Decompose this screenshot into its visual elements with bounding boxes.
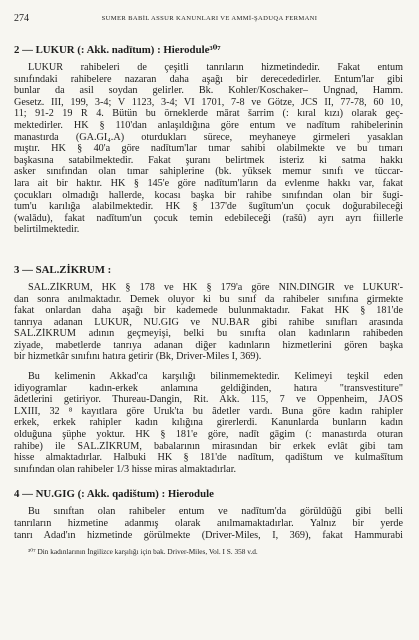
text-line: Bu kelimenin Akkad'ca karşılığı bilinmemektedir. Kelimeyi teşkil eden xyxy=(28,371,403,383)
text-line: lara ait bir haktır. HK § 145'e göre nadītum'ların da evlenme hakkı var, fakat xyxy=(14,177,403,189)
text-line: olduğuna şüphe yoktur. HK § 181'e göre, nadīt gāgim (: manastırda oturan xyxy=(14,429,403,441)
text-line: belirtilmektedir. xyxy=(14,224,80,236)
page-number: 274 xyxy=(14,13,29,24)
text-line: bir hizmetkâr sınıfını hatıra getirir (Bk, Driver-Miles I, 369). xyxy=(14,351,262,363)
text-line: LXIII, 32 ⁸ kayıtlara göre Uruk'ta bu âdetler vardı. Buna göre kadın rahipler xyxy=(14,405,403,417)
text-line: Bu sınıftan olan rahibeler entum ve nadītum'da görüldüğü gibi belli xyxy=(28,506,403,518)
text-line: LUKUR rahibeleri de çeşitli tanrıların hizmetindedir. Fakat entum xyxy=(28,62,403,73)
text-line: SAL.ZİKRUM adının geçmeyişi, belki bu sınıfta olan kadınların rahibeden xyxy=(14,328,403,340)
text-line: fakat onlardan daha aşağı bir kademede bulunmaktadır. Fakat HK § 181'de xyxy=(14,305,403,317)
text-line: mıştır. HK § 40'a göre nadītum'lar tımar sahibi olabilmekte ve bu tımarı xyxy=(14,143,403,155)
text-line: âdetlerini getiriyor. Thureau-Dangin, Rit. Akk. 115, 7 ve Oppenheim, JAOS xyxy=(14,394,403,406)
text-line: idiyogramlar kadın-erkek anlamına geldiğinden, hatıra "transvestiture" xyxy=(14,382,403,394)
footnote: ³⁰⁷ Din kadınlarının İngilizce karşılığı için bak. Driver-Miles, Vol. I S. 358 v.d. xyxy=(28,547,258,557)
text-line: tum'u karılığa alabilmektedir. HK § 137'de šugītum'un çocuk doğurabileceği xyxy=(14,201,403,213)
section-heading-nugig: 4 — NU.GIG (: Akk. qadištum) : Hierodule xyxy=(14,488,214,501)
text-line: dan sonra anılmaktadır. Demek oluyor ki bu sınıf da rahibeler sınıfına girmekte xyxy=(14,293,403,305)
page-body xyxy=(14,44,403,557)
text-line: (walādu), fakat nadītum'un çocuk temin edebileceği (rašû) ayrı ayrı fiillerle xyxy=(14,212,403,224)
running-title: SUMER BABİL ASSUR KANUNLARI VE AMMİ-ŞADUQA FERMANI xyxy=(101,15,318,22)
paragraph-salzikrum-1 xyxy=(14,282,403,363)
text-line: Gesetz. III, 199, 3-4; V 1123, 3-4; VI 1701, 7-8 ve Götze, JCS II, 77-78, 60 10, xyxy=(14,96,403,108)
text-line: asker sınıfından olan tımar sahiplerine (bk. yüksek memur sınıfı ve tüccar- xyxy=(14,166,403,178)
text-line: tanrıya adanan LUKUR, NU.GIG ve NU.BAR gibi rahibe sınıfları arasında xyxy=(14,316,403,328)
paragraph-nugig xyxy=(14,506,403,541)
text-line: ziyade, mabetlerde tanrıya adanan diğer kadınların hizmetlerini gören başka xyxy=(14,339,403,351)
text-line: bunlar da asil soydan gelirler. Bk. Kohler/Koschaker– Ungnad, Hamm. xyxy=(14,85,403,97)
paragraph-lukur xyxy=(14,62,403,236)
text-line: sınıfından olan rahibeler 1/3 hisse miras almaktadırlar. xyxy=(14,463,237,475)
text-line: çocukları olmadığı hallerde, kocası başka bir rahibe sınıfından olan bir šugi- xyxy=(14,189,403,201)
section-heading-lukur: 2 — LUKUR (: Akk. nadītum) : Hierodule³⁰⁷ xyxy=(14,44,221,56)
text-line: SAL.ZİKRUM, HK § 178 ve HK § 179'a göre NIN.DINGIR ve LUKUR'- xyxy=(28,281,403,293)
text-line: tanrı Adad'ın hizmetinde görülmekte (Driver-Miles, I, 369), fakat Hammurabi xyxy=(14,529,403,541)
text-line: 11; 91-2 19 R 4. Bütün bu örneklerde mārat šarrim (: kıral kızı) olarak geç- xyxy=(14,108,403,120)
text-line: hisse almaktadırlar. Halbuki HK § 181'de nadītum, qadištum ve kulmašītum xyxy=(14,452,403,464)
text-line: rahibe) ile SAL.ZİKRUM, babalarının mirasından bir erkek evlât gibi tam xyxy=(14,440,403,452)
text-line: tanrıların hizmetine adanmış olarak anılmamaktadırlar. Yalnız bir yerde xyxy=(14,518,403,529)
text-line: sınıfındaki rahibelere nazaran daha aşağı bir derecededirler. Entum'lar gibi xyxy=(14,73,403,85)
section-heading-salzikrum: 3 — SAL.ZİKRUM : xyxy=(14,263,112,276)
paragraph-salzikrum-2 xyxy=(14,371,403,475)
text-line: mektedirler. HK § 110'dan anlaşıldığına göre entum ve nadītum rahibelerinin xyxy=(14,119,403,131)
text-line: manastırda (GA.GI₄.A) oturdukları sürece, meyhaneye girmeleri yasaklan xyxy=(14,131,403,143)
running-header xyxy=(0,13,419,27)
text-line: başkasına satabilmektedir. Fakat şuranı belirtmek isteriz ki satma hakkı xyxy=(14,154,403,166)
text-line: erkek, erkek rahipler kadın kılığına girerlerdi. Kanunlarda bunların kadın xyxy=(14,417,403,429)
